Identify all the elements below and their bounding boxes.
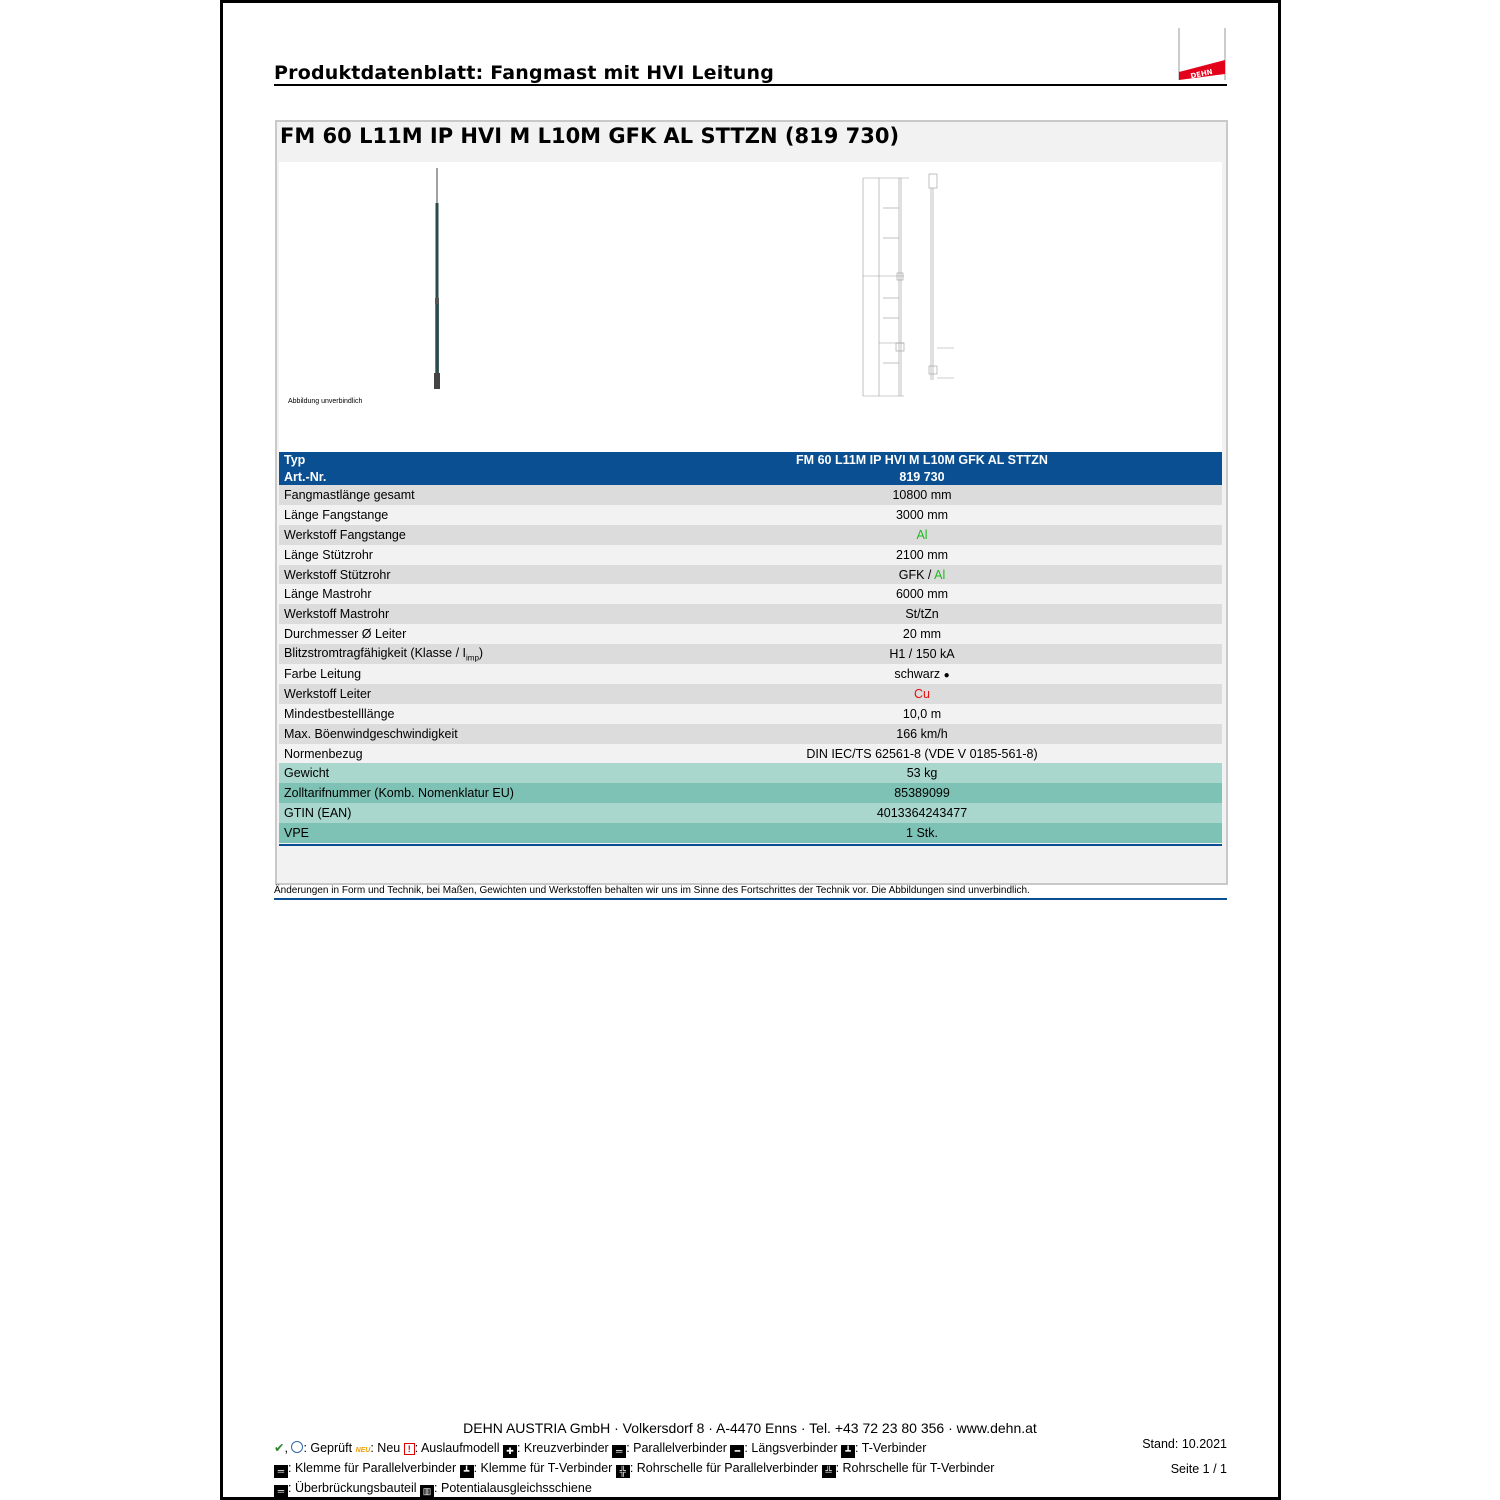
disclaimer-divider [274,898,1227,900]
row-label: Länge Stützrohr [279,545,622,565]
t-connector-icon: ┻ [841,1445,855,1458]
header-divider [274,84,1227,86]
table-row [279,525,1222,545]
table-row [279,624,1222,644]
row-value: 4013364243477 [622,803,1222,823]
row-label: Normenbezug [279,744,622,764]
image-caption: Abbildung unverbindlich [288,398,363,405]
row-value: 2100 mm [622,545,1222,565]
discontinued-icon: ! [404,1443,415,1455]
product-image-area [279,162,1222,452]
row-label-part: ) [478,645,484,660]
footer-address: DEHN AUSTRIA GmbH · Volkersdorf 8 · A-4470 Enns · Tel. +43 72 23 80 356 · www.dehn.at [463,1420,1037,1436]
row-value-separator: / [924,567,935,582]
table-row [279,744,1222,764]
row-label: VPE [279,823,622,843]
legend-text: : T-Verbinder [855,1441,927,1455]
row-label-part: Blitzstromtragfähigkeit (Klasse / I [284,645,467,660]
table-row [279,823,1222,843]
row-label: Farbe Leitung [279,664,622,684]
row-label-subscript: imp [466,653,479,663]
legend-text: : Geprüft [303,1441,353,1455]
legend-line-2 [274,1461,994,1478]
product-photo [429,168,445,393]
stand-date: Stand: 10.2021 [1142,1437,1227,1451]
row-value-part: Al [934,567,946,582]
table-header-row-typ [279,452,1222,469]
longitudinal-connector-icon: ━ [730,1445,744,1458]
legend-text: : Rohrschelle für T-Verbinder [835,1461,995,1475]
table-row [279,763,1222,783]
page-title: Produktdatenblatt: Fangmast mit HVI Leitung [274,62,775,84]
legend-text: : Neu [370,1441,401,1455]
table-row [279,664,1222,684]
legend-text: : Kreuzverbinder [516,1441,609,1455]
checkmark-icon: ✔ [274,1441,285,1455]
row-label: Werkstoff Mastrohr [279,604,622,624]
table-row [279,485,1222,505]
new-badge-icon: NEU [355,1447,371,1454]
color-bullet-icon: ● [943,669,950,681]
row-label [279,644,622,664]
row-label: Fangmastlänge gesamt [279,485,622,505]
row-label: Max. Böenwindgeschwindigkeit [279,724,622,744]
table-row [279,565,1222,585]
row-value: 85389099 [622,783,1222,803]
legend-text: : Klemme für Parallelverbinder [288,1461,457,1475]
row-value-part: GFK [898,567,925,582]
legend-text: : Rohrschelle für Parallelverbinder [629,1461,819,1475]
legend-text: : Klemme für T-Verbinder [473,1461,613,1475]
legend-text: : Längsverbinder [744,1441,838,1455]
table-header-row-art [279,469,1222,486]
row-label: Länge Mastrohr [279,584,622,604]
product-heading: FM 60 L11M IP HVI M L10M GFK AL STTZN (819 730) [280,124,900,148]
row-value: H1 / 150 kA [622,644,1222,664]
row-value [622,565,1222,585]
row-label: Werkstoff Fangstange [279,525,622,545]
dehn-logo [1177,28,1227,80]
table-row [279,604,1222,624]
row-label: Mindestbestelllänge [279,704,622,724]
row-label: Werkstoff Stützrohr [279,565,622,585]
legend-comma: , [284,1441,292,1455]
dimension-drawing [859,168,969,403]
table-bottom-rule [279,844,1222,846]
legend-line-1 [274,1440,926,1458]
row-label: Werkstoff Leiter [279,684,622,704]
table-row [279,545,1222,565]
table-row [279,783,1222,803]
table-row [279,684,1222,704]
bridging-component-icon: ═ [274,1485,288,1498]
parallel-clamp-icon: ═ [274,1465,288,1478]
row-label: Gewicht [279,763,622,783]
table-row [279,704,1222,724]
row-value: Al [622,525,1222,545]
pipe-clamp-t-icon: ╩ [822,1465,836,1478]
spec-table [279,452,1222,843]
row-value: 20 mm [622,624,1222,644]
legend-text: : Parallelverbinder [626,1441,727,1455]
legend-text: : Auslaufmodell [414,1441,500,1455]
row-value: 6000 mm [622,584,1222,604]
art-label: Art.-Nr. [279,469,622,486]
pipe-clamp-parallel-icon: ╬ [616,1465,630,1478]
row-value: DIN IEC/TS 62561-8 (VDE V 0185-561-8) [622,744,1222,764]
legend-text: : Überbrückungsbauteil [288,1481,417,1495]
row-label: Durchmesser Ø Leiter [279,624,622,644]
row-value: 166 km/h [622,724,1222,744]
row-value: 10,0 m [622,704,1222,724]
approval-seal-icon [291,1441,303,1453]
cross-connector-icon: ✚ [503,1445,517,1458]
row-value: 1 Stk. [622,823,1222,843]
table-row [279,724,1222,744]
row-value [622,664,1222,684]
row-value: Cu [622,684,1222,704]
row-label: GTIN (EAN) [279,803,622,823]
row-value-part: schwarz [894,666,941,681]
equipotential-busbar-icon: ▥ [420,1485,434,1498]
table-row [279,644,1222,664]
row-value: 3000 mm [622,505,1222,525]
art-value: 819 730 [622,469,1222,486]
page-number: Seite 1 / 1 [1170,1462,1227,1476]
table-row [279,803,1222,823]
logo-text: DEHN [1189,67,1214,80]
row-label: Länge Fangstange [279,505,622,525]
disclaimer: Änderungen in Form und Technik, bei Maßen, Gewichten und Werkstoffen behalten wir uns im Sinne des Fortschrittes der Technik vor. Die Abbildungen sind unverbindlich. [274,885,1030,896]
table-row [279,505,1222,525]
row-value: St/tZn [622,604,1222,624]
row-label: Zolltarifnummer (Komb. Nomenklatur EU) [279,783,622,803]
row-value: 10800 mm [622,485,1222,505]
typ-label: Typ [279,452,622,469]
table-row [279,584,1222,604]
parallel-connector-icon: ═ [612,1445,626,1458]
legend-line-3 [274,1481,592,1498]
typ-value: FM 60 L11M IP HVI M L10M GFK AL STTZN [622,452,1222,469]
row-value: 53 kg [622,763,1222,783]
legend-text: : Potentialausgleichsschiene [434,1481,592,1495]
t-clamp-icon: ┻ [460,1465,474,1478]
